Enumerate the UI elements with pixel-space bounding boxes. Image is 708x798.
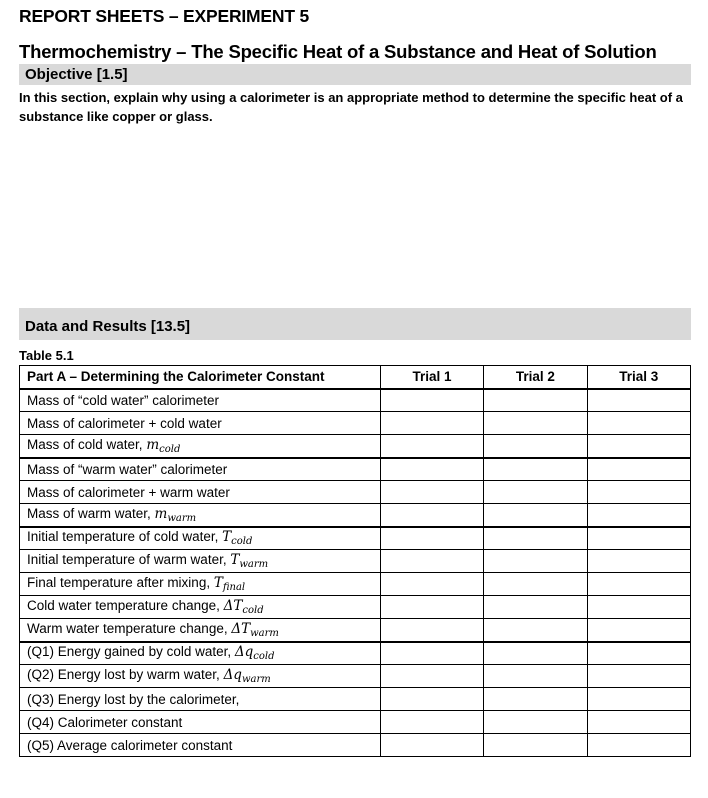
row-label-text: Final temperature after mixing, bbox=[27, 575, 214, 590]
trial-2-cell[interactable] bbox=[484, 642, 587, 665]
table-row bbox=[20, 527, 691, 550]
row-label-text: (Q1) Energy gained by cold water, bbox=[27, 644, 235, 660]
trial-3-cell[interactable] bbox=[587, 688, 690, 711]
variable-symbol: T bbox=[222, 529, 232, 546]
trial-2-cell[interactable] bbox=[484, 458, 587, 481]
report-title: REPORT SHEETS – EXPERIMENT 5 bbox=[19, 6, 310, 26]
row-label-text: Initial temperature of warm water, bbox=[27, 552, 231, 567]
table-row bbox=[20, 711, 691, 734]
row-label bbox=[20, 389, 381, 412]
row-label-text: (Q4) Calorimeter constant bbox=[27, 714, 183, 730]
table-row bbox=[20, 458, 691, 481]
trial-3-cell[interactable] bbox=[587, 527, 690, 550]
trial-3-cell[interactable] bbox=[587, 619, 690, 642]
table-row bbox=[20, 596, 691, 619]
variable-subscript: cold bbox=[253, 651, 275, 663]
row-label bbox=[20, 688, 381, 711]
trial-1-cell[interactable] bbox=[380, 711, 483, 734]
objective-instructions: In this section, explain why using a calorimeter is an appropriate method to determine the specific heat of a substance like copper or glass. bbox=[19, 90, 683, 124]
trial-1-cell[interactable] bbox=[380, 527, 483, 550]
table-header-part-a: Part A – Determining the Calorimeter Constant bbox=[20, 366, 381, 389]
trial-2-cell[interactable] bbox=[484, 734, 587, 757]
table-row bbox=[20, 642, 691, 665]
row-label-text: Mass of calorimeter + warm water bbox=[27, 484, 230, 500]
trial-3-cell[interactable] bbox=[587, 412, 690, 435]
trial-2-cell[interactable] bbox=[484, 389, 587, 412]
row-label bbox=[20, 573, 381, 596]
trial-1-cell[interactable] bbox=[380, 573, 483, 596]
variable-symbol: T bbox=[230, 552, 240, 568]
variable-symbol: ΔT bbox=[231, 620, 251, 637]
table-row bbox=[20, 688, 691, 711]
row-label-text: Mass of “cold water” calorimeter bbox=[27, 392, 220, 408]
trial-2-cell[interactable] bbox=[484, 596, 587, 619]
table-row bbox=[20, 481, 691, 504]
row-label-text: Mass of warm water, bbox=[27, 505, 155, 521]
trial-3-cell[interactable] bbox=[587, 504, 690, 527]
trial-3-cell[interactable] bbox=[587, 458, 690, 481]
trial-1-header: Trial 1 bbox=[380, 366, 483, 389]
row-variable bbox=[231, 621, 279, 637]
trial-1-cell[interactable] bbox=[380, 734, 483, 757]
variable-symbol: Δq bbox=[234, 644, 254, 661]
table-caption: Table 5.1 bbox=[19, 348, 74, 363]
variable-subscript: cold bbox=[159, 443, 181, 455]
row-label bbox=[20, 504, 381, 527]
trial-1-cell[interactable] bbox=[380, 550, 483, 573]
trial-3-cell[interactable] bbox=[587, 665, 690, 688]
trial-2-cell[interactable] bbox=[484, 412, 587, 435]
table-row bbox=[20, 412, 691, 435]
trial-1-cell[interactable] bbox=[380, 481, 483, 504]
results-heading: Data and Results [13.5] bbox=[19, 308, 691, 340]
row-label-text: (Q2) Energy lost by warm water, bbox=[27, 667, 224, 682]
table-row bbox=[20, 550, 691, 573]
row-label bbox=[20, 642, 381, 665]
row-label bbox=[20, 596, 381, 619]
row-variable bbox=[222, 529, 253, 548]
variable-symbol: m bbox=[146, 436, 160, 453]
row-label bbox=[20, 412, 381, 435]
trial-2-cell[interactable] bbox=[484, 481, 587, 504]
row-label-text: Initial temperature of cold water, bbox=[27, 529, 223, 545]
trial-1-cell[interactable] bbox=[380, 504, 483, 527]
trial-3-cell[interactable] bbox=[587, 734, 690, 757]
row-label-text: Mass of cold water, bbox=[27, 436, 147, 452]
row-label-text: Mass of calorimeter + cold water bbox=[27, 415, 222, 431]
trial-3-header: Trial 3 bbox=[587, 366, 690, 389]
variable-subscript: warm bbox=[167, 512, 197, 524]
trial-3-cell[interactable] bbox=[587, 389, 690, 412]
trial-3-cell[interactable] bbox=[587, 596, 690, 619]
row-label bbox=[20, 734, 381, 757]
row-variable bbox=[214, 575, 245, 591]
table-row bbox=[20, 504, 691, 527]
trial-1-cell[interactable] bbox=[380, 688, 483, 711]
variable-subscript: final bbox=[222, 582, 246, 593]
row-label bbox=[20, 481, 381, 504]
trial-3-cell[interactable] bbox=[587, 435, 690, 458]
variable-symbol: T bbox=[213, 575, 223, 591]
row-label-text: Cold water temperature change, bbox=[27, 598, 224, 613]
trial-3-cell[interactable] bbox=[587, 481, 690, 504]
calorimeter-table bbox=[19, 365, 691, 757]
row-label bbox=[20, 550, 381, 573]
trial-1-cell[interactable] bbox=[380, 665, 483, 688]
objective-heading: Objective [1.5] bbox=[19, 64, 691, 85]
table-body bbox=[20, 389, 691, 757]
trial-1-cell[interactable] bbox=[380, 642, 483, 665]
row-label bbox=[20, 711, 381, 734]
trial-2-cell[interactable] bbox=[484, 527, 587, 550]
row-label-text: Mass of “warm water” calorimeter bbox=[27, 461, 228, 477]
row-label bbox=[20, 435, 381, 458]
trial-3-cell[interactable] bbox=[587, 550, 690, 573]
row-label bbox=[20, 619, 381, 642]
variable-symbol: Δq bbox=[223, 667, 242, 683]
trial-1-cell[interactable] bbox=[380, 412, 483, 435]
variable-subscript: warm bbox=[250, 627, 279, 639]
table-row bbox=[20, 435, 691, 458]
row-label-text: (Q5) Average calorimeter constant bbox=[27, 737, 233, 753]
row-label bbox=[20, 458, 381, 481]
row-label bbox=[20, 665, 381, 688]
variable-symbol: m bbox=[154, 505, 168, 522]
row-label-text: Warm water temperature change, bbox=[27, 620, 232, 636]
row-label bbox=[20, 527, 381, 550]
table-row bbox=[20, 573, 691, 596]
table-row bbox=[20, 389, 691, 412]
trial-3-cell[interactable] bbox=[587, 642, 690, 665]
row-variable bbox=[155, 506, 197, 522]
variable-subscript: cold bbox=[231, 536, 253, 548]
trial-2-cell[interactable] bbox=[484, 688, 587, 711]
row-variable bbox=[224, 667, 271, 683]
trial-2-cell[interactable] bbox=[484, 573, 587, 596]
trial-2-cell[interactable] bbox=[484, 619, 587, 642]
variable-subscript: cold bbox=[242, 605, 264, 616]
row-label-text: (Q3) Energy lost by the calorimeter, bbox=[27, 691, 240, 707]
trial-1-cell[interactable] bbox=[380, 596, 483, 619]
trial-2-header: Trial 2 bbox=[484, 366, 587, 389]
variable-subscript: warm bbox=[241, 674, 271, 685]
trial-3-cell[interactable] bbox=[587, 573, 690, 596]
experiment-title: Thermochemistry – The Specific Heat of a Substance and Heat of Solution bbox=[19, 41, 657, 62]
trial-1-cell[interactable] bbox=[380, 389, 483, 412]
row-variable bbox=[234, 644, 275, 663]
table-row bbox=[20, 734, 691, 757]
trial-2-cell[interactable] bbox=[484, 665, 587, 688]
row-variable bbox=[224, 598, 264, 614]
variable-symbol: ΔT bbox=[223, 598, 243, 614]
trial-1-cell[interactable] bbox=[380, 435, 483, 458]
table-row bbox=[20, 619, 691, 642]
table-header-row bbox=[20, 366, 691, 389]
trial-2-cell[interactable] bbox=[484, 711, 587, 734]
table-row bbox=[20, 665, 691, 688]
trial-2-cell[interactable] bbox=[484, 435, 587, 458]
trial-2-cell[interactable] bbox=[484, 550, 587, 573]
trial-2-cell[interactable] bbox=[484, 504, 587, 527]
trial-1-cell[interactable] bbox=[380, 458, 483, 481]
trial-1-cell[interactable] bbox=[380, 619, 483, 642]
row-variable bbox=[230, 552, 268, 568]
variable-subscript: warm bbox=[239, 559, 269, 570]
trial-3-cell[interactable] bbox=[587, 711, 690, 734]
row-variable bbox=[146, 437, 180, 453]
